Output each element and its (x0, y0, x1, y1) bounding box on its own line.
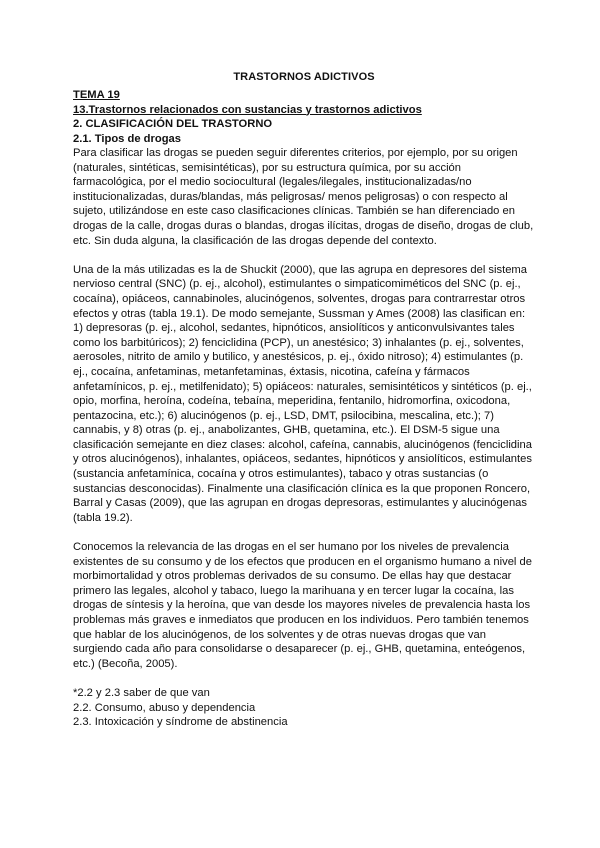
section-heading: 2. CLASIFICACIÓN DEL TRASTORNO (73, 118, 273, 130)
paragraph: Una de la más utilizadas es la de Shuckit (2000), que las agrupa en depresores del sistema nervioso central (SNC) (p. ej., alcohol), estimulantes o simpaticomiméticos del SNC (p. ej., cocaína), opiáceos, cannabinoles, alucinógenos, solventes, drogas para contrarrestar otros efectos y otras (tabla 19.1). De modo semejante, Sussman y Ames (2008) las clasifican en: 1) depresoras (p. ej., alcohol, sedantes, hipnóticos, ansiolíticos y anticonvulsivantes tales como los barbitúricos); 2) fenciclidina (PCP), un anestésico; 3) inhalantes (p. ej., solventes, aerosoles, nitrito de amilo y butilico, y anestésicos, p. ej., óxido nitroso); 4) estimulantes (p. ej., cocaína, anfetaminas, metanfetaminas, éxtasis, nicotina, cafeína y fármacos anfetamínicos, p. ej., metilfenidato); 5) opiáceos: naturales, semisintéticos y sintéticos (p. ej., opio, morfina, heroína, codeína, tebaína, meperidina, fentanilo, hidromorfina, oxicodona, pentazocina, etc.); 6) alucinógenos (p. ej., LSD, DMT, psilocibina, mescalina, etc.); 7) cannabis, y 8) otras (p. ej., anabolizantes, GHB, quetamina, etc.). El DSM-5 sigue una clasificación semejante en diez clases: alcohol, cafeína, cannabis, alucinógenos (fenciclidina y otros alucinógenos), inhalantes, opiáceos, sedantes, hipnóticos y ansiolíticos, estimulantes (sustancia anfetamínica, cocaína y otros estimulantes), tabaco y otras sustancias (o sustancias desconocidas). Finalmente una clasificación clínica es la que proponen Roncero, Barral y Casas (2009), que las agrupan en drogas depresoras, estimulantes y alucinógenas (tabla 19.2). (73, 263, 532, 524)
chapter-subtitle: 13.Trastornos relacionados con sustancias y trastornos adictivos (73, 103, 422, 116)
document-page (73, 70, 535, 730)
paragraph: Conocemos la relevancia de las drogas en el ser humano por los niveles de prevalencia existentes de su consumo y de los efectos que producen en el organismo humano a nivel de morbimortalidad y otros problemas derivados de su consumo. De ellas hay que destacar primero las legales, alcohol y tabaco, luego la marihuana y en tercer lugar la cocaína, las drogas de síntesis y la heroína, que van desde los mayores niveles de prevalencia hasta los problemas más graves e inmediatos que producen en los individuos. Pero también tenemos que hablar de los alucinógenos, de los solventes y de otras nuevas drogas que van surgiendo cada año para consolidarse o desaparecer (p. ej., GHB, quetamina, enteógenos, etc.) (Becoña, 2005). (73, 541, 532, 670)
subsection-item: 2.3. Intoxicación y síndrome de abstinencia (73, 716, 288, 729)
paragraph-spacer (73, 525, 535, 540)
paragraph-spacer (73, 248, 535, 263)
study-note: *2.2 y 2.3 saber de que van (73, 686, 210, 699)
paragraph-spacer (73, 671, 535, 686)
subsection-item: 2.2. Consumo, abuso y dependencia (73, 701, 256, 714)
paragraph: Para clasificar las drogas se pueden seguir diferentes criterios, por ejemplo, por su origen (naturales, sintéticas, semisintéticas), por su estructura química, por su acción farmacológica, por el medio sociocultural (legales/ilegales, institucionalizadas/no institucionalizadas, duras/blandas, más peligrosas/ menos peligrosas) o con respecto al sujeto, utilizándose en este caso clasificaciones clínicas. También se han diferenciado en drogas de la calle, drogas duras o blandas, drogas ilícitas, drogas de diseño, drogas de club, etc. Sin duda alguna, la clasificación de las drogas depende del contexto. (73, 147, 534, 247)
subsection-heading: 2.1. Tipos de drogas (73, 132, 181, 145)
document-title: TRASTORNOS ADICTIVOS (233, 71, 375, 83)
tema-heading: TEMA 19 (73, 89, 120, 101)
